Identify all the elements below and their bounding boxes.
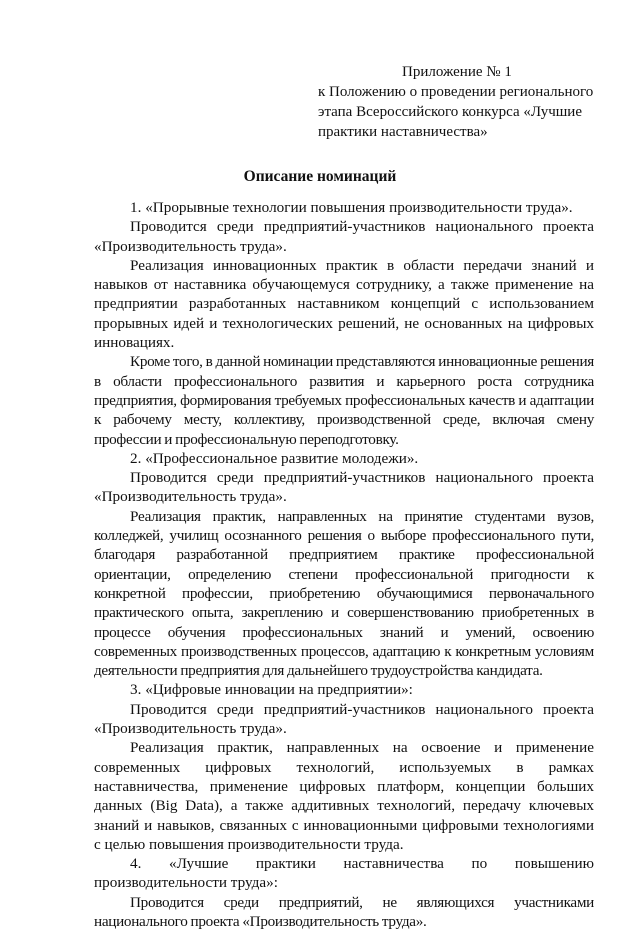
- appendix-line: к Положению о проведении регионального: [318, 84, 594, 100]
- paragraph: Проводится среди предприятий-участников национального проекта «Производительность труда».: [94, 469, 594, 506]
- nomination-heading: 3. «Цифровые инновации на предприятии»:: [130, 681, 413, 699]
- paragraph: Проводится среди предприятий, не являющихся участниками национального проекта «Производительность труда».: [94, 893, 594, 930]
- appendix-line: практики наставничества»: [318, 124, 488, 140]
- appendix-line: этапа Всероссийского конкурса «Лучшие: [318, 104, 582, 120]
- appendix-number: Приложение № 1: [402, 64, 512, 80]
- nomination-heading: 2. «Профессиональное развитие молодежи».: [130, 449, 419, 467]
- nomination-heading: 1. «Прорывные технологии повышения производительности труда».: [130, 199, 573, 216]
- appendix-header: [318, 62, 618, 142]
- paragraph: Реализация практик, направленных на принятие студентами вузов, колледжей, училищ осознанного решения о выборе профессионального пути, благодаря разработанной предприятием практике профессиональной ориентации, определению степени профессиональной пригодности к конкретной профессии, приобретению обучающимися первоначального практического опыта, закреплению и совершенствованию приобретенных в процессе обучения профессиональных знаний и умений, освоению современных производственных процессов, адаптацию к конкретным условиям деятельности предприятия для дальнейшего трудоустройства кандидата.: [94, 507, 594, 680]
- paragraph: Кроме того, в данной номинации представляются инновационные решения в области профессионального развития и карьерного роста сотрудника предприятия, формирования требуемых профессиональных качеств и адаптации к рабочему месту, коллективу, производственной среде, включая смену профессии и профессиональную переподготовку.: [94, 353, 594, 448]
- document-body: [94, 198, 594, 931]
- paragraph: Проводится среди предприятий-участников национального проекта «Производительность труда».: [94, 700, 594, 738]
- paragraph: Проводится среди предприятий-участников национального проекта «Производительность труда».: [94, 218, 594, 255]
- nomination-heading: 4. «Лучшие практики наставничества по повышению производительности труда»:: [94, 855, 594, 892]
- paragraph: Реализация инновационных практик в области передачи знаний и навыков от наставника обучающемуся сотруднику, а также применение на предприятии разработанных наставником концепций с использованием прорывных идей и технологических решений, не основанных на цифровых инновациях.: [94, 256, 594, 352]
- document-title: Описание номинаций: [243, 168, 397, 185]
- paragraph: Реализация практик, направленных на освоение и применение современных цифровых технологий, используемых в рамках наставничества, применение цифровых платформ, концепции больших данных (Big Data), а также аддитивных технологий, передачу ключевых знаний и навыков, связанных с инновационными цифровыми технологиями с целью повышения производительности труда.: [94, 739, 594, 853]
